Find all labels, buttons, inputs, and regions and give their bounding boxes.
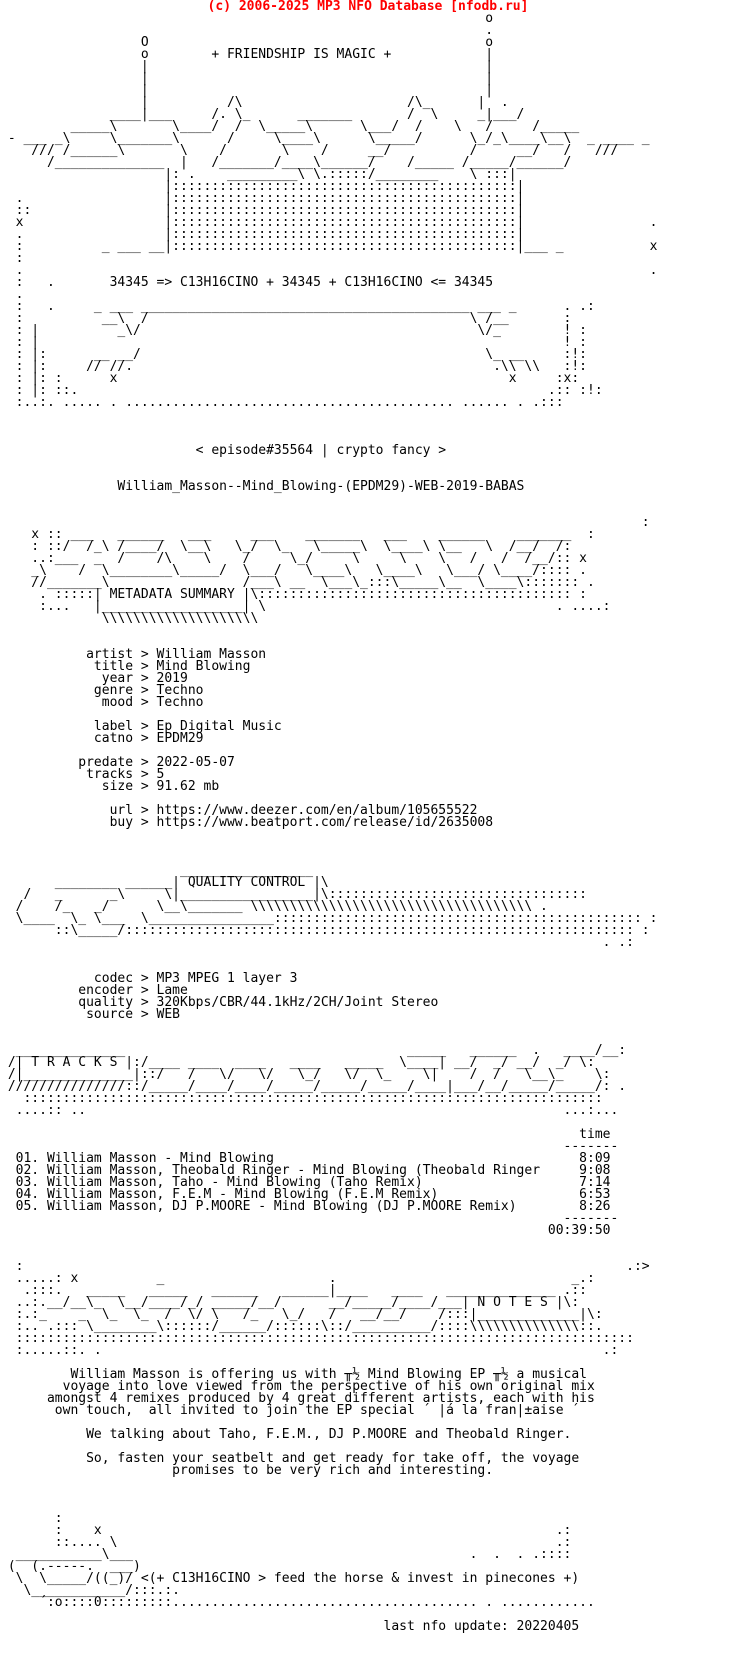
nfo-line: ------- — [0, 1211, 619, 1226]
nfo-line: ///////////////::/_____/____/____/_____/_____/_____/____|___/__/_____/_____/: . — [0, 1079, 627, 1094]
nfodb-copyright-header: (c) 2006-2025 MP3 NFO Database [nfodb.ru] — [207, 0, 529, 14]
nfo-line: ______________ _____ ______ . ____/__: — [0, 1043, 627, 1058]
nfo-line: label > Ep Digital Music — [0, 719, 282, 734]
nfo-line: : __\ / \ /__ : — [0, 311, 572, 326]
nfo-line: William Masson is offering us with ╥½ Mind Blowing EP ╥½ a musical — [0, 1367, 587, 1382]
nfo-line: promises to be very rich and interesting. — [0, 1463, 494, 1478]
nfo-line: \____________/:::.:. — [0, 1583, 181, 1598]
nfo-line: | | — [0, 83, 494, 98]
nfo-line: / _ _\ \|_________________|\::::::::::::::::::::::::::::::::: — [0, 887, 587, 902]
nfo-line: : — [0, 1511, 63, 1526]
nfo-line: | | — [0, 71, 494, 86]
nfo-line: source > WEB — [0, 1007, 181, 1022]
nfo-line: : ::/ /_\ /____/ \__\ \_/ \_ \_____\ \____\ \__ \ /__/ /: — [0, 539, 572, 554]
nfo-line: :.:_ _ \_ \_ / \/ \ /_ \_/ / __/__/ /:::|_____________|\: — [0, 1307, 603, 1322]
nfo-line: : |: __ __/ \_ __ :!: — [0, 347, 587, 362]
nfo-line: /// /______\ \ / \ / __/ / __/ / /// — [0, 143, 619, 158]
nfo-line: codec > MP3 MPEG 1 layer 3 — [0, 971, 298, 986]
nfo-line: /______________ | /_______/____\______/ /_____ /_____/______/ — [0, 155, 572, 170]
nfo-line: quality > 320Kbps/CBR/44.1kHz/2CH/Joint Stereo — [0, 995, 439, 1010]
nfo-line: ::::::::::::::::::::::::::::::::::::::::::::::::::::::::::::::::::::::::::::::: — [0, 1331, 634, 1346]
nfo-line: : | ! : — [0, 335, 587, 350]
nfo-line: ....:: .. ...:... — [0, 1103, 619, 1118]
nfo-line: . . — [0, 263, 658, 278]
nfo-line: encoder > Lame — [0, 983, 188, 998]
nfo-line: //_______\ /___\ __ \___\_:::\_____\__ \____\::::::: . — [0, 575, 595, 590]
nfo-line: |: . _________\ \.:::::/________ \ :::| — [0, 167, 517, 182]
nfo-line: o — [0, 11, 494, 26]
nfo-line: ____|___ /. \_ _______ / \ _|___/ — [0, 107, 525, 122]
nfo-line: buy > https://www.beatport.com/release/id/2635008 — [0, 815, 494, 830]
nfo-line: . — [0, 287, 24, 302]
nfo-line: : — [0, 251, 24, 266]
nfo-line: We talking about Taho, F.E.M., DJ P.MOORE and Theobald Ringer. — [0, 1427, 572, 1442]
nfo-line: < episode#35564 | crypto fancy > — [0, 443, 447, 458]
nfo-line: title > Mind Blowing — [0, 659, 251, 674]
nfo-line: /|______________|::/ / \/ \/ \_/ \/ \_ \| / / \__\_ \: — [0, 1067, 611, 1082]
nfo-text-block — [0, 13, 657, 1633]
nfo-line: : | _\/ \/_ ! : — [0, 323, 587, 338]
nfo-line: | | — [0, 59, 494, 74]
nfo-line: : |: // //. .\\ \\ :!: — [0, 359, 587, 374]
nfo-line: ___________\___ . . . .:::: — [0, 1547, 572, 1562]
nfo-line: : |: : x x :x: — [0, 371, 580, 386]
nfo-line: year > 2019 — [0, 671, 188, 686]
nfo-line: time — [0, 1127, 611, 1142]
nfo-line: ´:o::::0:::::::::....................................... . ............ — [0, 1595, 595, 1610]
nfo-line: tracks > 5 — [0, 767, 165, 782]
nfo-line: :::::::::::::::::::::::::::::::::::::::::::::::::::::::::::::::::::::::::: — [0, 1091, 603, 1106]
nfo-line: .....: x _ . _.: — [0, 1271, 595, 1286]
nfo-line: | /\ /\_ | . — [0, 95, 509, 110]
nfo-line: artist > William Masson — [0, 647, 267, 662]
nfo-line: last nfo update: 20220405 — [0, 1619, 580, 1634]
nfo-line: _\ / \________\_____/ \___/ \____\ \____\ \___/ \____/:::: . — [0, 563, 587, 578]
nfo-line: ::\_____/::::::::::::::::::::::::::::::::::::::::::::::::::::::::::::::::: : — [0, 923, 650, 938]
nfo-line: :... |__________________| \ . ....: — [0, 599, 611, 614]
nfo-line: O o — [0, 35, 494, 50]
nfo-line: :.....::. . .: — [0, 1343, 619, 1358]
nfo-line: x :: ___ ______ ___ ___ _______ ___ ______ _______ : — [0, 527, 595, 542]
nfo-line: ( (.-----. ___) — [0, 1559, 141, 1574]
nfo-line: : .:> — [0, 1259, 650, 1274]
nfo-line: :: |::::::::::::::::::::::::::::::::::::::::::::| — [0, 203, 525, 218]
nfo-line: predate > 2022-05-07 — [0, 755, 235, 770]
nfo-line: catno > EPDM29 — [0, 731, 204, 746]
nfo-line: \\\\\\\\\\\\\\\\\\\\ — [0, 611, 259, 626]
nfo-line: :..:. ..... . .......................................... ...... . .::: — [0, 395, 564, 410]
nfo-line: : x .: — [0, 1523, 572, 1538]
nfo-line: voyage into love viewed from the perspective of his own original mix — [0, 1379, 595, 1394]
nfo-line: size > 91.62 mb — [0, 779, 220, 794]
nfo-line: 02. William Masson, Theobald Ringer - Mind Blowing (Theobald Ringer 9:08 — [0, 1163, 611, 1178]
nfo-line: : . 34345 => C13H16CINO + 34345 + C13H16CINO <= 34345 — [0, 275, 494, 290]
nfo-line: : _ ___ __|::::::::::::::::::::::::::::::::::::::::::::|___ _ x — [0, 239, 658, 254]
nfo-line: . — [0, 23, 494, 38]
nfo-line: 04. William Masson, F.E.M - Mind Blowing (F.E.M Remix) 6:53 — [0, 1187, 611, 1202]
nfo-line: genre > Techno — [0, 683, 204, 698]
nfo-line: . |::::::::::::::::::::::::::::::::::::::::::::| — [0, 191, 525, 206]
nfo-line: 03. William Masson, Taho - Mind Blowing (Taho Remix) 7:14 — [0, 1175, 611, 1190]
nfo-line: ..:___ _ / /\ \ / \_/ \ \ \ / / /__/:: x — [0, 551, 587, 566]
nfo-line: /| T R A C K S |:/____ ____ ____ ____ _____ \____| __/ _/ __/ _/ \: — [0, 1055, 595, 1070]
nfo-line: o + FRIENDSHIP IS MAGIC + | — [0, 47, 494, 62]
nfo-line: url > https://www.deezer.com/en/album/105655522 — [0, 803, 478, 818]
nfo-line: / /_ _/ \__\_______ \\\\\\\\\\\\\\\\\\\\\\\\\\\\\\\\\\\\ . — [0, 899, 548, 914]
nfo-line: amongst 4 remixes produced by 4 great different artists, each with his — [0, 1391, 595, 1406]
nfo-line: : |: ::. .:: :!: — [0, 383, 603, 398]
nfo-line: :.. .::: \________\::::::/______/::::::\::/__________/::::\\\\\\\\\\\\\\::. — [0, 1319, 603, 1334]
nfo-line: . :::::| METADATA SUMMARY |\:::::::::::::::::::::::::::::::::::::::: : — [0, 587, 587, 602]
nfo-line: mood > Techno — [0, 695, 204, 710]
nfo-line: .:::. _____ _____ ______ ______|____ ____ ______________ .:: — [0, 1283, 587, 1298]
nfo-line: : — [0, 515, 650, 530]
nfo-line: x |::::::::::::::::::::::::::::::::::::::::::::| . — [0, 215, 658, 230]
nfo-line: \ \_____/((_)/ <(+ C13H16CINO > feed the horse & invest in pinecones +) — [0, 1571, 580, 1586]
nfo-line: : . _ ___ __________________________________________ ___ _ . .: — [0, 299, 595, 314]
nfo-line: . |::::::::::::::::::::::::::::::::::::::::::::| — [0, 227, 525, 242]
nfo-line: 01. William Masson - Mind Blowing 8:09 — [0, 1151, 611, 1166]
nfo-line: \____ \_ \___ \________________::::::::::::::::::::::::::::::::::::::::::::::: : — [0, 911, 658, 926]
nfo-line: William_Masson--Mind_Blowing-(EPDM29)-WEB-2019-BABAS — [0, 479, 525, 494]
nfo-line: . .: — [0, 935, 634, 950]
nfo-line: ------- — [0, 1139, 619, 1154]
nfo-line: 00:39:50 — [0, 1223, 611, 1238]
nfo-line: ..:.__/__\_ \__/____/_/ _____/__/ __/_____/____/___| N O T E S |\: — [0, 1295, 580, 1310]
nfo-line: ________ ______| QUALITY CONTROL |\ — [0, 875, 329, 890]
nfo-line: _________________ — [0, 863, 314, 878]
nfo-line: So, fasten your seatbelt and get ready for take off, the voyage — [0, 1451, 580, 1466]
nfo-line: - ___ _\ \_______\ / \____\ \_____/ \_/_\____\__\ _ ____ _ — [0, 131, 650, 146]
nfo-line: _____\ \____/ / \_____\ \___/ / \ / /_____ — [0, 119, 580, 134]
nfo-line: own touch, all invited to join the EP special ´ |á la fran|±aise ´ — [0, 1403, 580, 1418]
nfo-line: 05. William Masson, DJ P.MOORE - Mind Blowing (DJ P.MOORE Remix) 8:26 — [0, 1199, 611, 1214]
nfo-line: ::.... \ .: — [0, 1535, 572, 1550]
nfo-line: |::::::::::::::::::::::::::::::::::::::::::::| — [0, 179, 525, 194]
